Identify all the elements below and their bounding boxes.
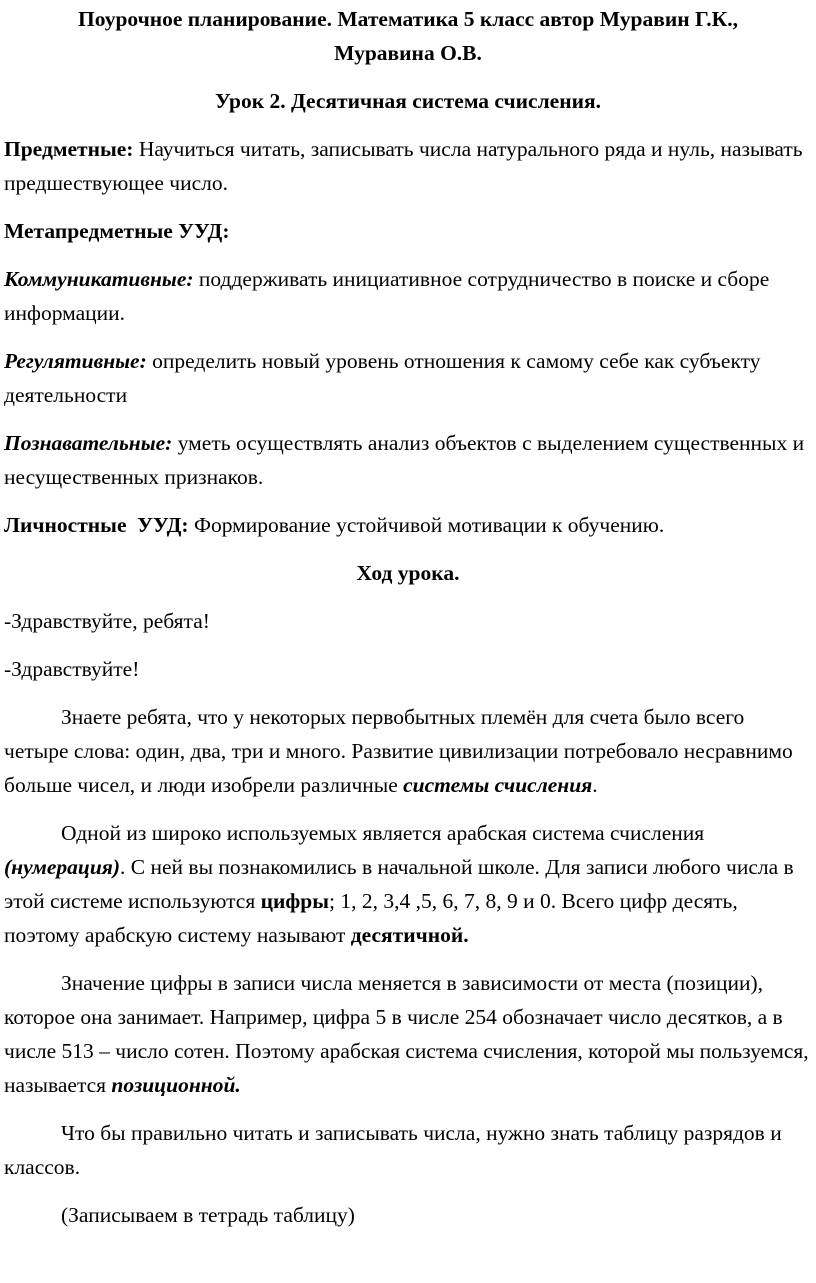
cognitive-text: уметь осуществлять анализ объектов с выделением существенных и несущественных признаков. — [4, 431, 805, 489]
cognitive-label: Познавательные: — [4, 431, 173, 455]
paragraph-2-text-2: . С ней вы познакомились в начальной школе. Для записи любого числа в этой системе используются — [4, 855, 794, 913]
regulatory-text: определить новый уровень отношения к самому себе как субъекту деятельности — [4, 349, 761, 407]
greeting-students: -Здравствуйте! — [4, 657, 140, 681]
subject-label: Предметные: — [4, 137, 134, 161]
subject-text: Научиться читать, записывать числа натурального ряда и нуль, называть предшествующее число. — [4, 137, 803, 195]
paragraph-1-text: Знаете ребята, что у некоторых первобытных племён для счета было всего четыре слова: один, два, три и много. Развитие цивилизации потребовало несравнимо больше чисел, и люди изобрели различные — [4, 705, 793, 797]
paragraph-2-emphasis-3: десятичной. — [350, 923, 469, 947]
paragraph-2-emphasis-1: (нумерация) — [4, 855, 121, 879]
lesson-title: Урок 2. Десятичная система счисления. — [215, 89, 601, 113]
paragraph-place-value-table: Что бы правильно читать и записывать числа, нужно знать таблицу разрядов и классов. — [4, 1121, 782, 1179]
cognitive-paragraph — [4, 426, 812, 494]
paragraph-arabic-system — [4, 816, 812, 952]
paragraph-2-emphasis-2: цифры — [260, 889, 330, 913]
personal-label: Личностные УУД: — [4, 513, 189, 537]
communicative-label: Коммуникативные: — [4, 267, 194, 291]
paragraph-3-emphasis: позиционной. — [111, 1073, 241, 1097]
title-line-2: Муравина О.В. — [334, 41, 482, 65]
title-line-1: Поурочное планирование. Математика 5 класс автор Муравин Г.К., — [78, 7, 738, 31]
communicative-text: поддерживать инициативное сотрудничество в поиске и сборе информации. — [4, 267, 770, 325]
personal-paragraph — [4, 508, 812, 542]
meta-heading: Метапредметные УУД: — [4, 219, 230, 243]
paragraph-1-end: . — [592, 773, 598, 797]
paragraph-notebook-note: (Записываем в тетрадь таблицу) — [61, 1203, 355, 1227]
paragraph-2-text-1: Одной из широко используемых является арабская система счисления — [61, 821, 705, 845]
subject-paragraph — [4, 132, 812, 200]
personal-text: Формирование устойчивой мотивации к обучению. — [188, 513, 665, 537]
communicative-paragraph — [4, 262, 812, 330]
paragraph-numeral-systems — [4, 700, 812, 802]
lesson-heading: Ход урока. — [356, 561, 460, 585]
paragraph-1-emphasis: системы счисления — [403, 773, 593, 797]
regulatory-label: Регулятивные: — [4, 349, 147, 373]
greeting-teacher: -Здравствуйте, ребята! — [4, 609, 210, 633]
paragraph-2-text-3: ; 1, 2, 3,4 ,5, 6, 7, 8, 9 и 0. Всего цифр десять, поэтому арабскую систему называют — [4, 889, 738, 947]
paragraph-positional — [4, 966, 812, 1102]
paragraph-3-text: Значение цифры в записи числа меняется в зависимости от места (позиции), которое она занимает. Например, цифра 5 в числе 254 обозначает число десятков, а в числе 513 – число сотен. Поэтому арабская система счисления, которой мы пользуемся, называется — [4, 971, 809, 1097]
document-title — [4, 2, 812, 70]
regulatory-paragraph — [4, 344, 812, 412]
